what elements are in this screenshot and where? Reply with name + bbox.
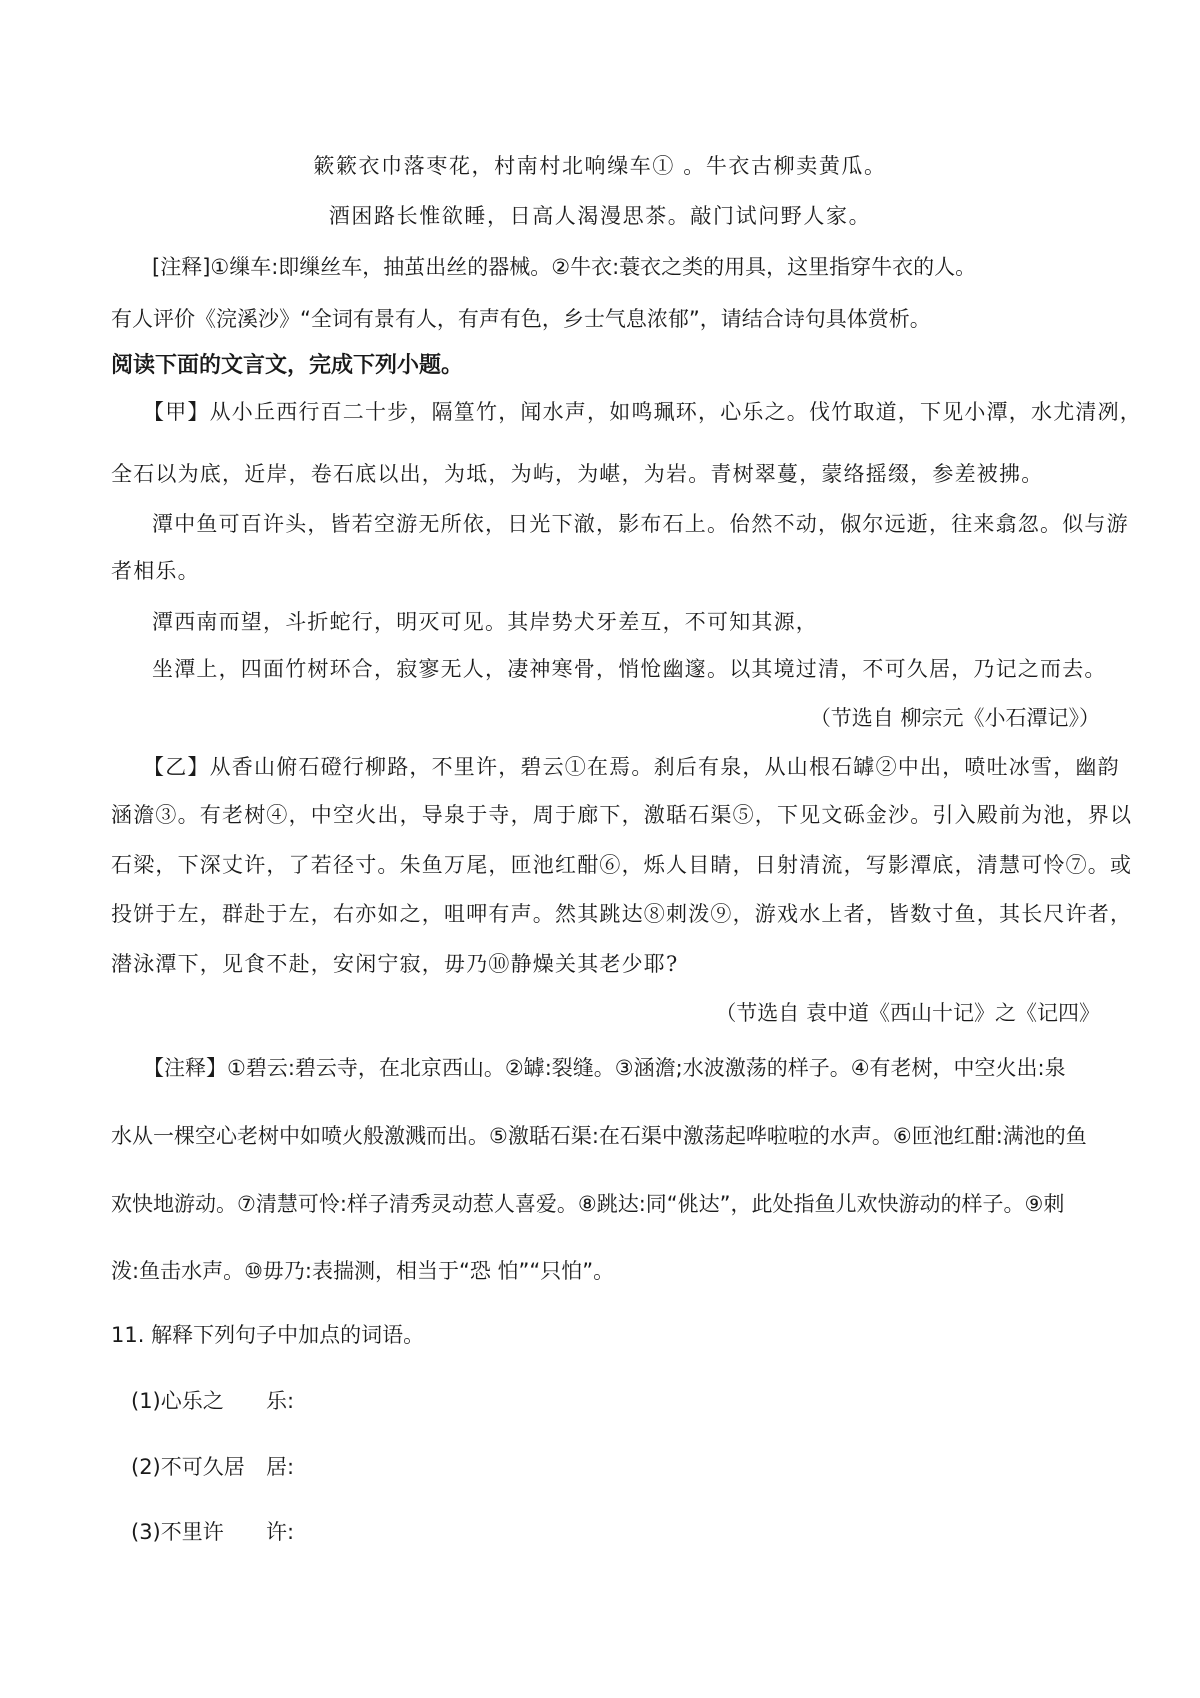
notes-b-line: 【注释】①碧云:碧云寺，在北京西山。②罅:裂缝。③涵澹;水波激荡的样子。④有老树，中空火出:泉 bbox=[143, 1056, 1066, 1080]
passage-a-line: 坐潭上，四面竹树环合，寂寥无人，凄神寒骨，悄怆幽邃。以其境过清，不可久居，乃记之而去。 bbox=[152, 657, 1107, 681]
poem-line-1: 簌簌衣巾落枣花，村南村北响缲车① 。牛衣古柳卖黄瓜。 bbox=[313, 154, 887, 178]
passage-a-line: 潭中鱼可百许头，皆若空游无所依，日光下澈，影布石上。佁然不动，俶尔远逝，往来翕忽。似与游 bbox=[152, 512, 1129, 536]
passage-b-line: 潜泳潭下，见食不赴，安闲宁寂，毋乃⑩静燥关其老少耶? bbox=[111, 952, 679, 976]
notes-b-line: 水从一棵空心老树中如喷火般激溅而出。⑤激聒石渠:在石渠中激荡起哗啦啦的水声。⑥匝池红酣:满池的鱼 bbox=[111, 1124, 1087, 1148]
question-11-stem: 11. 解释下列句子中加点的词语。 bbox=[111, 1323, 425, 1347]
passage-a-line: 【甲】从小丘西行百二十步，隔篁竹，闻水声，如鸣珮环，心乐之。伐竹取道，下见小潭，水尤清冽， bbox=[143, 400, 1142, 424]
passage-a-line: 者相乐。 bbox=[111, 559, 200, 583]
passage-b-line: 涵澹③。有老树④，中空火出，导泉于寺，周于廊下，激聒石渠⑤，下见文砾金沙。引入殿前为池，界以 bbox=[111, 803, 1133, 827]
poem-question: 有人评价《浣溪沙》“全词有景有人，有声有色，乡士气息浓郁”，请结合诗句具体赏析。 bbox=[111, 307, 931, 331]
passage-b-line: 石梁，下深丈许，了若径寸。朱鱼万尾，匝池红酣⑥，烁人目睛，日射清流，写影潭底，清慧可怜⑦。或 bbox=[111, 853, 1133, 877]
passage-a-line: 全石以为底，近岸，卷石底以出，为坻，为屿，为嵁，为岩。青树翠蔓，蒙络摇缀，参差被拂。 bbox=[111, 462, 1044, 486]
poem-line-2: 酒困路长惟欲睡，日高人渴漫思茶。敲门试问野人家。 bbox=[328, 204, 872, 228]
notes-b-line: 泼:鱼击水声。⑩毋乃:表揣测，相当于“恐 怕”“只怕”。 bbox=[111, 1259, 615, 1283]
question-item-word: 许: bbox=[266, 1520, 295, 1544]
passage-a-line: 潭西南而望，斗折蛇行，明灭可见。其岸势犬牙差互，不可知其源， bbox=[152, 610, 818, 634]
question-item-label: (1)心乐之 bbox=[131, 1389, 224, 1413]
poem-note: [注释]①缫车:即缫丝车，抽茧出丝的器械。②牛衣:蓑衣之类的用具，这里指穿牛衣的人。 bbox=[152, 255, 977, 279]
question-item-word: 居: bbox=[266, 1455, 295, 1479]
passage-b-source: （节选自 袁中道《西山十记》之《记四》 bbox=[715, 1001, 1100, 1025]
question-item-label: (3)不里许 bbox=[131, 1520, 224, 1544]
question-item-word: 乐: bbox=[266, 1389, 295, 1413]
notes-b-line: 欢快地游动。⑦清慧可怜:样子清秀灵动惹人喜爱。⑧跳达:同“佻达”，此处指鱼儿欢快游动的样子。⑨刺 bbox=[111, 1192, 1065, 1216]
passage-b-line: 投饼于左，群赴于左，右亦如之，咀呷有声。然其跳达⑧刺泼⑨，游戏水上者，皆数寸鱼，其长尺许者， bbox=[111, 902, 1133, 926]
passage-b-line: 【乙】从香山俯石磴行柳路，不里许，碧云①在焉。刹后有泉，从山根石罅②中出，喷吐冰雪，幽韵 bbox=[143, 755, 1120, 779]
section-title: 阅读下面的文言文，完成下列小题。 bbox=[111, 353, 464, 378]
passage-a-source: （节选自 柳宗元《小石潭记》） bbox=[809, 706, 1100, 730]
question-item-label: (2)不可久居 bbox=[131, 1455, 245, 1479]
